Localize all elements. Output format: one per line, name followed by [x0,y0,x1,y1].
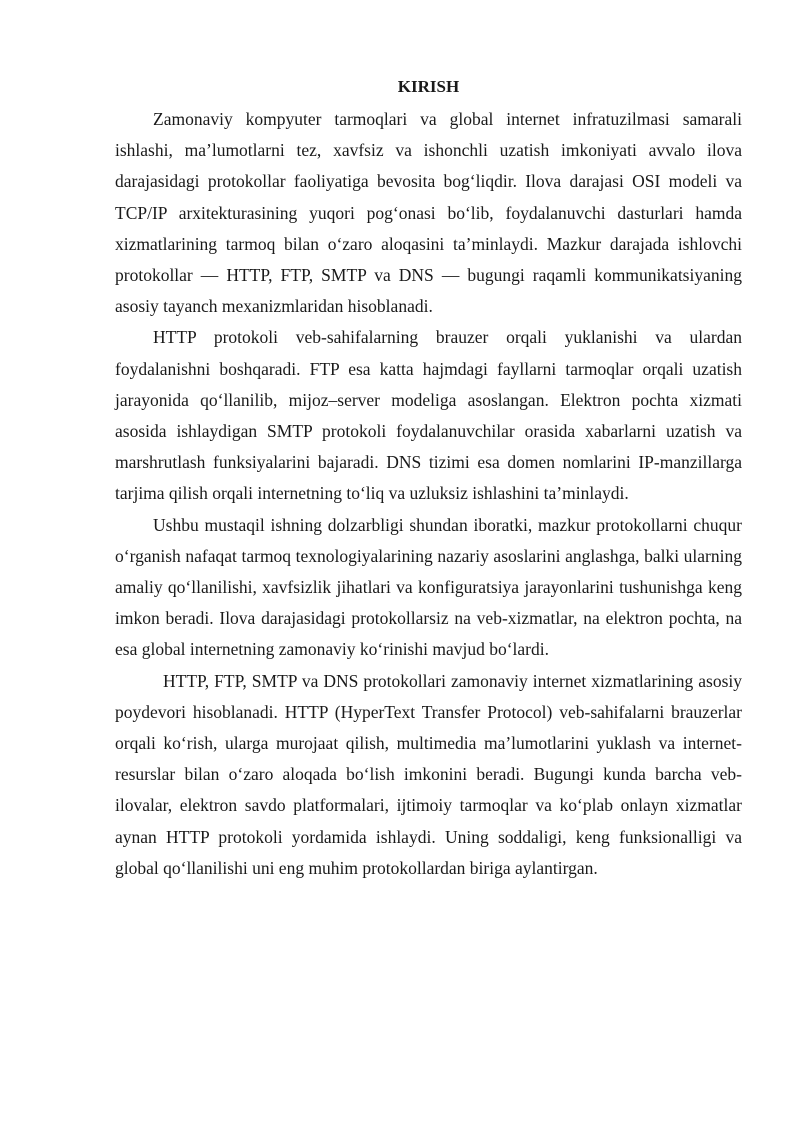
paragraph-protocols: HTTP protokoli veb-sahifalarning brauzer orqali yuklanishi va ulardan foydalanishni boshqaradi. FTP esa katta hajmdagi fayllarni tarmoqlar orqali uzatish jarayonida qo‘llanilib, mijoz–server modeliga asoslangan. Elektron pochta xizmati asosida ishlaydigan SMTP protokoli foydalanuvchilar orasida xabarlarni uzatish va marshrutlash funksiyalarini bajaradi. DNS tizimi esa domen nomlarini IP-manzillarga tarjima qilish orqali internetning to‘liq va uzluksiz ishlashini ta’minlaydi. [115,327,742,504]
paragraph-intro: Zamonaviy kompyuter tarmoqlari va global internet infratuzilmasi samarali ishlashi, ma’lumotlarni tez, xavfsiz va ishonchli uzatish imkoniyati avvalo ilova darajasidagi protokollar faoliyatiga bevosita bog‘liqdir. Ilova darajasi OSI modeli va TCP/IP arxitekturasining yuqori pog‘onasi bo‘lib, foydalanuvchi dasturlari hamda xizmatlarining tarmoq bilan o‘zaro aloqasini ta’minlaydi. Mazkur darajada ishlovchi protokollar — HTTP, FTP, SMTP va DNS — bugungi raqamli kommunikatsiyaning asosiy tayanch mexanizmlaridan hisoblanadi. [115,109,742,317]
page-title: KIRISH [397,77,460,96]
document-page [115,72,742,884]
paragraph-http: HTTP, FTP, SMTP va DNS protokollari zamonaviy internet xizmatlarining asosiy poydevori hisoblanadi. HTTP (HyperText Transfer Protocol) veb-sahifalarni brauzerlar orqali ko‘rish, ularga murojaat qilish, multimedia ma’lumotlarini yuklash va internet-resurslar bilan o‘zaro aloqada bo‘lish imkonini beradi. Bugungi kunda barcha veb-ilovalar, elektron savdo platformalari, ijtimoiy tarmoqlar va ko‘plab onlayn xizmatlar aynan HTTP protokoli yordamida ishlaydi. Uning soddaligi, keng funksionalligi va global qo‘llanilishi uni eng muhim protokollardan biriga aylantirgan. [115,670,742,878]
paragraph-relevance: Ushbu mustaqil ishning dolzarbligi shundan iboratki, mazkur protokollarni chuqur o‘rganish nafaqat tarmoq texnologiyalarining nazariy asoslarini anglashga, balki ularning amaliy qo‘llanilishi, xavfsizlik jihatlari va konfiguratsiya jarayonlarini tushunishga keng imkon beradi. Ilova darajasidagi protokollarsiz na veb-xizmatlar, na elektron pochta, na esa global internetning zamonaviy ko‘rinishi mavjud bo‘lardi. [115,514,742,660]
